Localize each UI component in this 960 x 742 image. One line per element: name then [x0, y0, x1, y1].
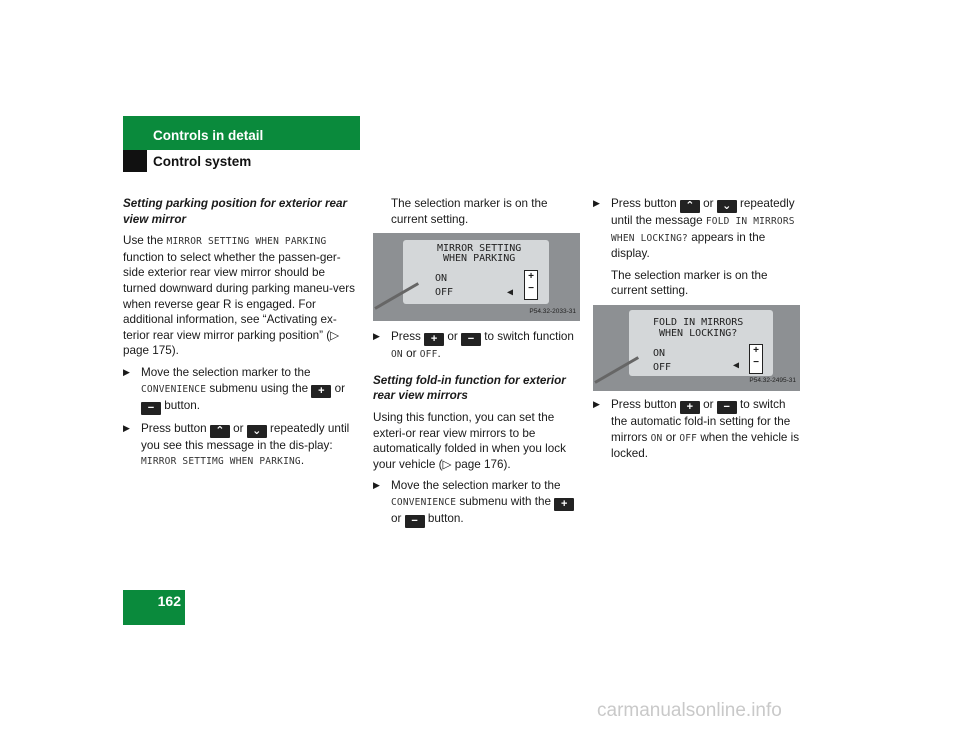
selection-marker-note: The selection marker is on the current setting.	[611, 268, 768, 298]
step-item: ▶ Press button ⌃ or ⌄ repeatedly until the message FOLD IN MIRRORS WHEN LOCKING? appears in the display.	[593, 197, 795, 261]
up-button-icon: ⌃	[680, 200, 700, 213]
display-line-2: WHEN LOCKING?	[659, 327, 738, 339]
minus-button-icon: −	[461, 333, 481, 346]
down-button-icon: ⌄	[247, 425, 267, 438]
column-2	[373, 196, 583, 534]
up-button-icon: ⌃	[210, 425, 230, 438]
minus-button-icon: −	[717, 401, 737, 414]
subsection-marker	[123, 150, 147, 172]
display-text: FOLD IN MIRRORS WHEN LOCKING?	[611, 216, 795, 244]
display-illustration-fold-in	[593, 305, 800, 391]
plus-button-icon: +	[680, 401, 700, 414]
step-arrow-icon: ▶	[593, 398, 600, 409]
selection-marker-icon: ◀	[733, 359, 740, 371]
step-arrow-icon: ▶	[123, 366, 130, 377]
minus-button-icon: −	[405, 515, 425, 528]
figure-reference: P54.32-2495-31	[749, 377, 796, 385]
display-text: CONVENIENCE	[391, 496, 457, 508]
step-item: ▶ Move the selection marker to the CONVENIENCE submenu using the + or − button.	[123, 365, 346, 414]
heading-fold-in: Setting fold-in function for exterior rear view mirrors	[373, 373, 566, 403]
display-text: MIRROR SETTING WHEN PARKING	[166, 236, 327, 248]
paragraph-intro: Use the MIRROR SETTING WHEN PARKING function to select whether the passen-ger-side exterior rear view mirror should be turned downward during parking maneu-vers when reverse gear R is engaged. For additional information, see “Activating ex-terior rear view mirror parking position” (▷ page 175).	[123, 234, 355, 358]
display-text: CONVENIENCE	[141, 383, 207, 395]
step-arrow-icon: ▶	[593, 198, 600, 208]
figure-reference: P54.32-2033-31	[529, 307, 576, 315]
paragraph-fold-in: Using this function, you can set the exteri-or rear view mirrors to be automatically folded in when you lock your vehicle (▷ page 176).	[373, 410, 566, 471]
minus-button-icon: −	[141, 402, 161, 415]
watermark: carmanualsonline.info	[597, 700, 782, 721]
heading-parking-position: Setting parking position for exterior rear view mirror	[123, 197, 348, 226]
display-option-on: ON	[653, 347, 666, 359]
display-option-off: OFF	[653, 361, 672, 373]
down-button-icon: ⌄	[717, 200, 737, 213]
display-illustration-mirror-parking	[373, 233, 580, 321]
plus-minus-icon: + −	[749, 344, 763, 374]
plus-button-icon: +	[311, 385, 331, 398]
page-number: 162	[157, 593, 181, 609]
plus-minus-icon: + −	[524, 270, 538, 300]
step-item: ▶ Move the selection marker to the CONVENIENCE submenu with the + or − button.	[373, 478, 583, 528]
column-1	[123, 196, 361, 476]
selection-marker-icon: ◀	[507, 287, 514, 299]
display-option-on: ON	[435, 273, 448, 285]
display-option-off: OFF	[435, 287, 454, 299]
display-line-1: MIRROR SETTING	[437, 243, 522, 255]
display-line-1: FOLD IN MIRRORS	[653, 316, 744, 328]
step-item: ▶ Press + or − to switch function ON or OFF.	[373, 330, 574, 361]
plus-button-icon: +	[554, 498, 574, 511]
plus-button-icon: +	[424, 333, 444, 346]
step-arrow-icon: ▶	[123, 422, 130, 433]
column-3	[593, 196, 803, 468]
step-item: ▶ Press button + or − to switch the automatic fold-in setting for the mirrors ON or OFF when the vehicle is locked.	[593, 397, 800, 461]
subsection-title: Control system	[153, 154, 252, 169]
step-item: ▶ Press button ⌃ or ⌄ repeatedly until you see this message in the dis-play: MIRROR SETTIMG WHEN PARKING.	[123, 421, 350, 468]
step-arrow-icon: ▶	[373, 331, 380, 342]
selection-marker-note: The selection marker is on the current setting.	[391, 197, 548, 226]
display-line-2: WHEN PARKING	[443, 253, 516, 265]
step-arrow-icon: ▶	[373, 480, 380, 491]
section-title: Controls in detail	[153, 128, 264, 143]
display-text: MIRROR SETTIMG WHEN PARKING	[141, 456, 301, 468]
